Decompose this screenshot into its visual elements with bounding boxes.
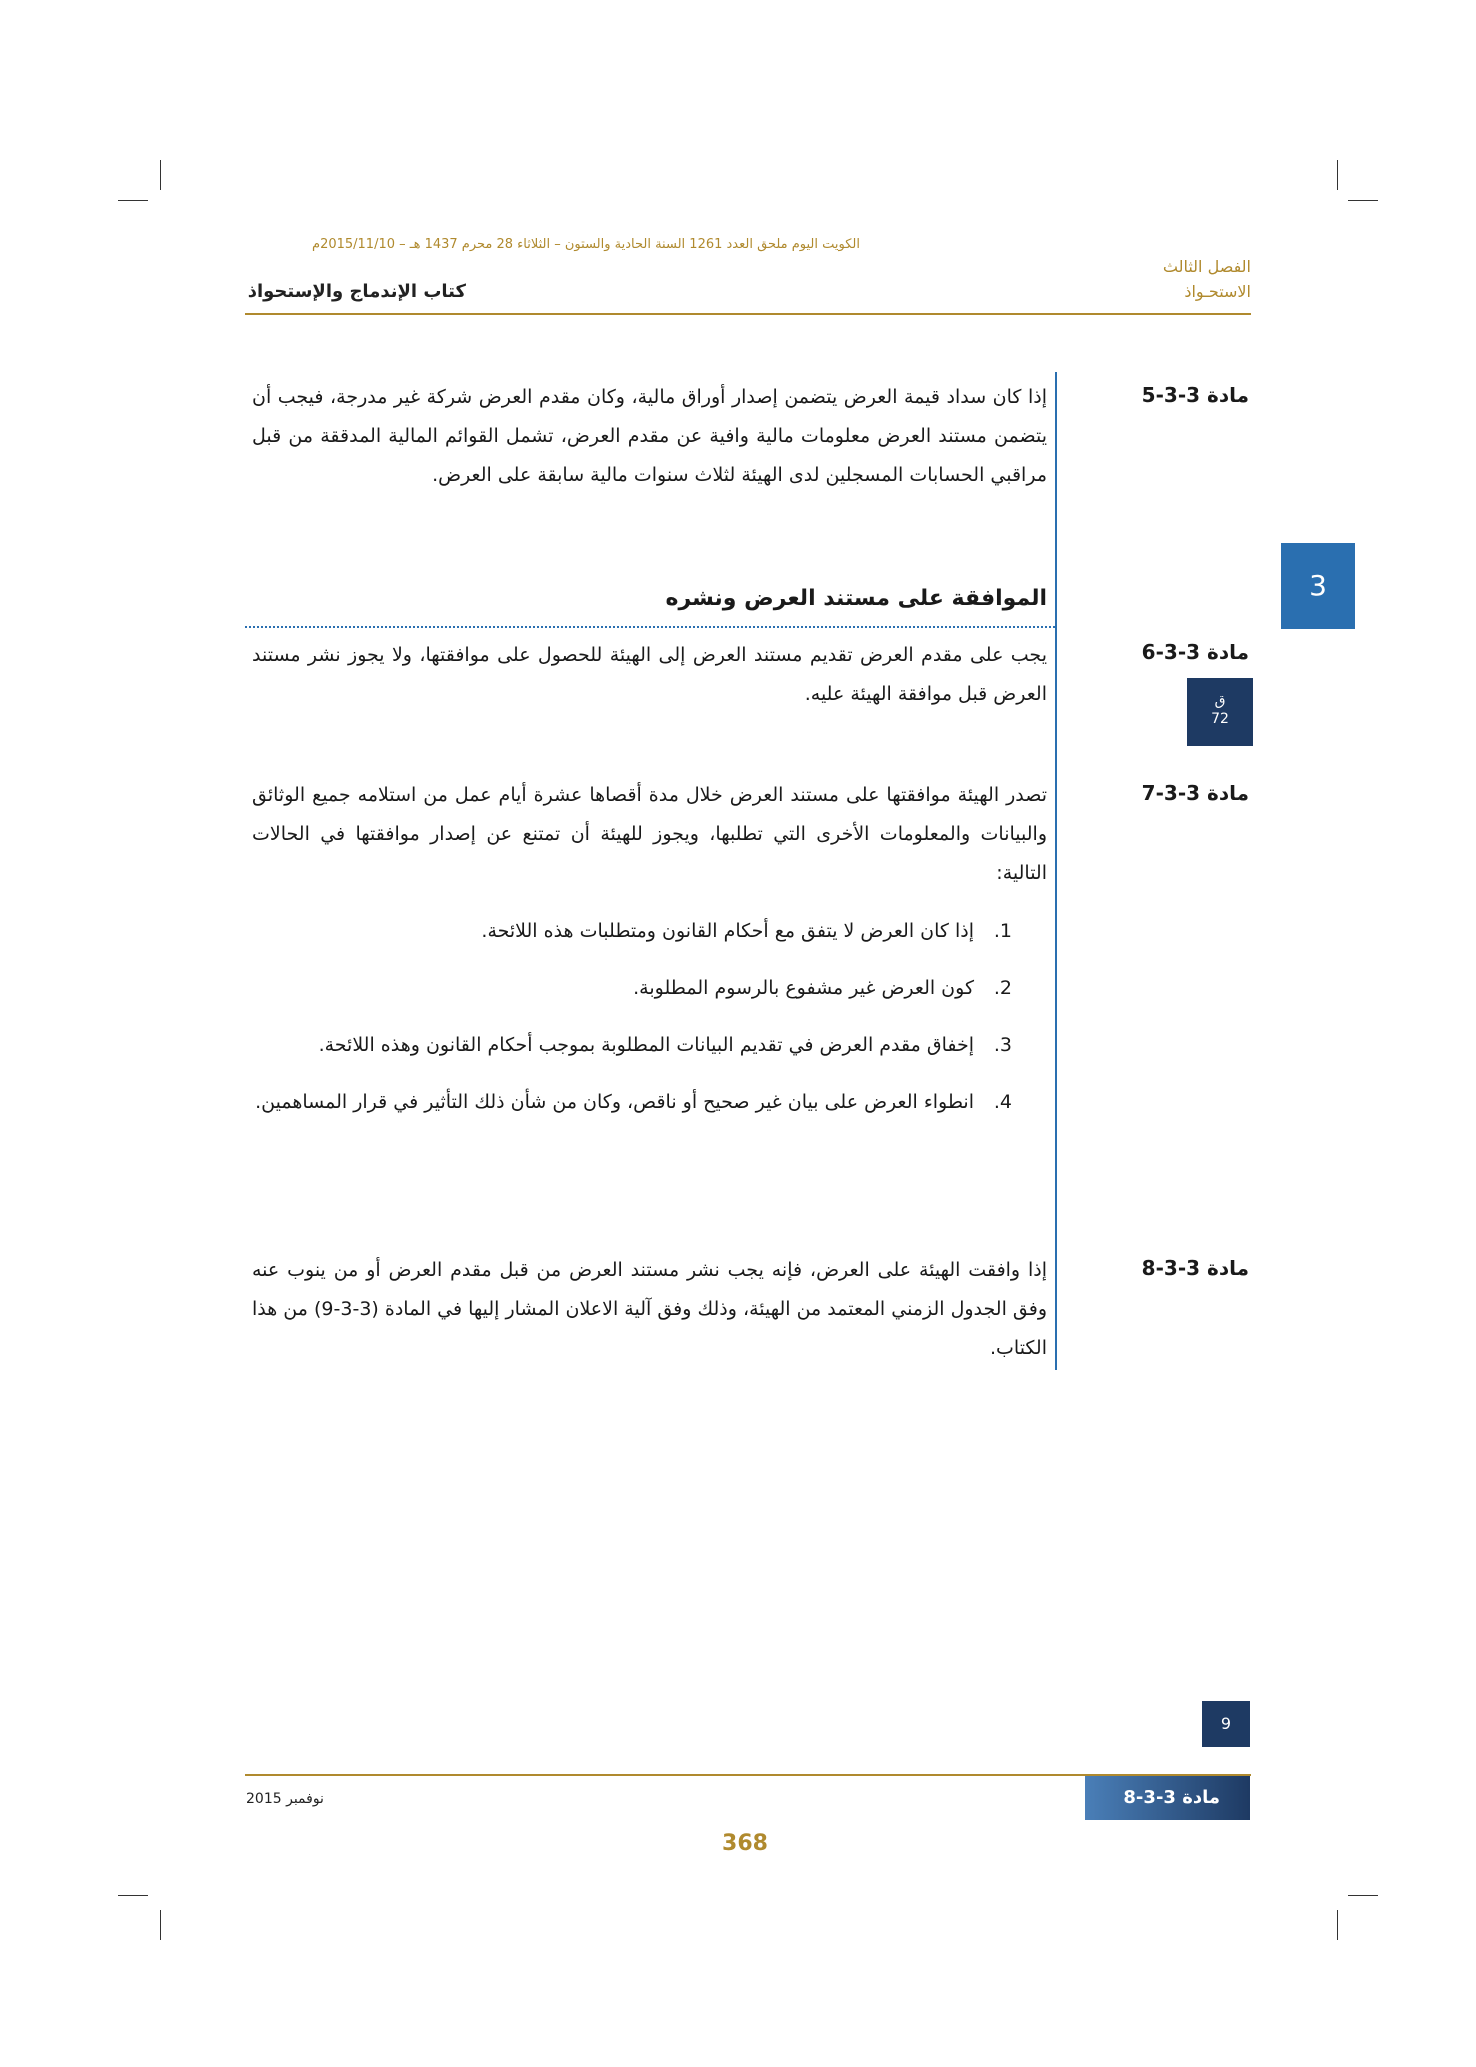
crop-mark [1348,1895,1378,1896]
article-label: مادة 3-3-8 [1141,1256,1249,1280]
section-divider [245,626,1055,628]
conditions-list [252,912,1012,1122]
crop-mark [118,1895,148,1896]
crop-mark [118,200,148,201]
article-text: إذا وافقت الهيئة على العرض، فإنه يجب نشر مستند العرض من قبل مقدم العرض أو من ينوب عنه وفق الجدول الزمني المعتمد من الهيئة، وذلك وفق آلية الاعلان المشار إليها في المادة (3-3-9) من هذا الكتاب. [252,1259,1047,1359]
crop-mark [1348,200,1378,201]
list-item [252,1083,1012,1122]
list-item-number: 1. [993,920,1012,942]
list-item-text: إذا كان العرض لا يتفق مع أحكام القانون ومتطلبات هذه اللائحة. [481,920,974,942]
column-rule [1055,372,1057,1370]
page-box [1202,1701,1250,1747]
crop-mark [1337,160,1338,190]
footer-date: نوفمبر 2015 [246,1791,324,1807]
section-heading: الموافقة على مستند العرض ونشره [665,586,1047,611]
header-rule [245,313,1251,315]
list-item [252,912,1012,951]
list-item-number: 2. [993,977,1012,999]
page-number: 368 [722,1831,768,1856]
chapter-title: الفصل الثالث [1162,257,1251,276]
chapter-topic: الاستحـواذ [1184,282,1251,301]
list-item-text: انطواء العرض على بيان غير صحيح أو ناقص، وكان من شأن ذلك التأثير في قرار المساهمين. [255,1091,974,1113]
reference-number: 72 [1211,711,1229,727]
chapter-tab-number: 3 [1309,569,1327,602]
article-text: إذا كان سداد قيمة العرض يتضمن إصدار أوراق مالية، وكان مقدم العرض شركة غير مدرجة، فيجب أن يتضمن مستند العرض معلومات مالية وافية عن مقدم العرض، تشمل القوائم المالية المدققة من قبل مراقبي الحسابات المسجلين لدى الهيئة لثلاث سنوات مالية سابقة على العرض. [252,386,1047,486]
gazette-line: الكويت اليوم ملحق العدد 1261 السنة الحادية والستون – الثلاثاء 28 محرم 1437 هـ – 2015/11/10م [312,237,860,252]
article-text: تصدر الهيئة موافقتها على مستند العرض خلال مدة أقصاها عشرة أيام عمل من استلامه جميع الوثائق والبيانات والمعلومات الأخرى التي تطلبها، ويجوز للهيئة أن تمتنع عن إصدار موافقتها في الحالات التالية: [252,784,1047,884]
article-label: مادة 3-3-6 [1141,640,1249,664]
footer-article-band [1085,1776,1250,1820]
crop-mark [1337,1910,1338,1940]
article-label: مادة 3-3-5 [1141,383,1249,407]
crop-mark [160,160,161,190]
list-item-number: 4. [993,1091,1012,1113]
list-item [252,969,1012,1008]
list-item-text: كون العرض غير مشفوع بالرسوم المطلوبة. [633,977,974,999]
chapter-tab [1281,543,1355,629]
page-box-number: 9 [1220,1714,1232,1733]
list-item-text: إخفاق مقدم العرض في تقديم البيانات المطلوبة بموجب أحكام القانون وهذه اللائحة. [318,1034,974,1056]
reference-letter: ق [1214,693,1226,709]
list-item [252,1026,1012,1065]
list-item-number: 3. [993,1034,1012,1056]
footer-article-ref: مادة 3-3-8 [1123,1787,1220,1808]
book-title: كتاب الإندماج والإستحواذ [247,281,466,302]
article-label: مادة 3-3-7 [1141,781,1249,805]
crop-mark [160,1910,161,1940]
article-text: يجب على مقدم العرض تقديم مستند العرض إلى الهيئة للحصول على موافقتها، ولا يجوز نشر مستند العرض قبل موافقة الهيئة عليه. [252,644,1047,705]
reference-box [1187,678,1253,746]
